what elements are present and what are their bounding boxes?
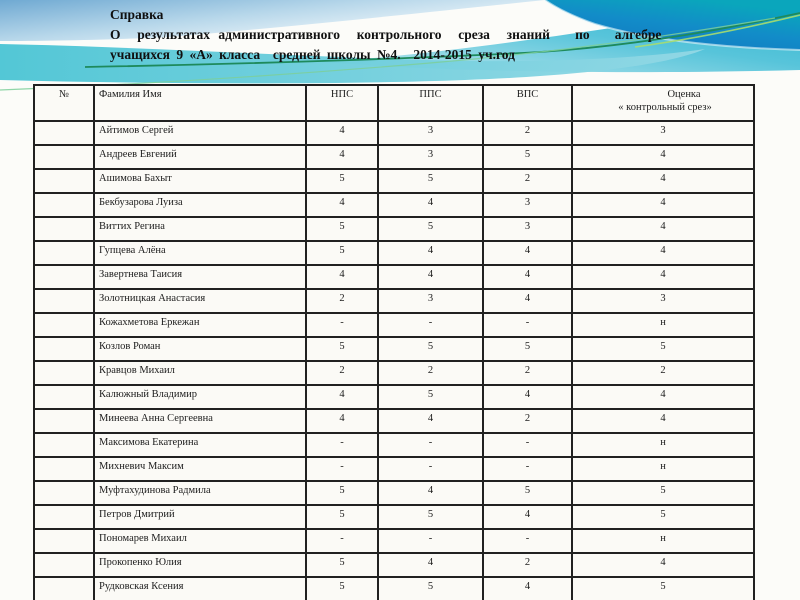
- row-number-cell: [34, 145, 94, 169]
- nps-cell: 4: [306, 121, 378, 145]
- table-row: [34, 529, 754, 553]
- vps-cell: 3: [483, 193, 572, 217]
- vps-cell: 2: [483, 361, 572, 385]
- vps-cell: 2: [483, 121, 572, 145]
- grade-cell: 5: [572, 337, 754, 361]
- student-name-cell: Максимова Екатерина: [94, 433, 306, 457]
- student-name-cell: Минеева Анна Сергеевна: [94, 409, 306, 433]
- student-name-cell: Калюжный Владимир: [94, 385, 306, 409]
- nps-cell: -: [306, 313, 378, 337]
- student-name-cell: Андреев Евгений: [94, 145, 306, 169]
- row-number-cell: [34, 313, 94, 337]
- nps-cell: -: [306, 433, 378, 457]
- table-row: [34, 337, 754, 361]
- grade-cell: 4: [572, 409, 754, 433]
- grades-table: [33, 84, 755, 600]
- pps-cell: 3: [378, 289, 483, 313]
- col-header-vps: ВПС: [483, 85, 572, 121]
- row-number-cell: [34, 433, 94, 457]
- table-row: [34, 121, 754, 145]
- vps-cell: 4: [483, 577, 572, 600]
- row-number-cell: [34, 121, 94, 145]
- pps-cell: 5: [378, 217, 483, 241]
- grade-cell: 4: [572, 217, 754, 241]
- student-name-cell: Ашимова Бахыт: [94, 169, 306, 193]
- student-name-cell: Муфтахудинова Радмила: [94, 481, 306, 505]
- table-row: [34, 433, 754, 457]
- nps-cell: 4: [306, 145, 378, 169]
- vps-cell: -: [483, 433, 572, 457]
- grade-cell: 4: [572, 169, 754, 193]
- grade-cell: 5: [572, 577, 754, 600]
- student-name-cell: Золотницкая Анастасия: [94, 289, 306, 313]
- nps-cell: -: [306, 457, 378, 481]
- grade-cell: 5: [572, 505, 754, 529]
- pps-cell: 3: [378, 121, 483, 145]
- grade-cell: н: [572, 433, 754, 457]
- table-row: [34, 193, 754, 217]
- table-row: [34, 457, 754, 481]
- pps-cell: 4: [378, 265, 483, 289]
- pps-cell: 5: [378, 505, 483, 529]
- nps-cell: 2: [306, 361, 378, 385]
- student-name-cell: Петров Дмитрий: [94, 505, 306, 529]
- table-row: [34, 169, 754, 193]
- row-number-cell: [34, 529, 94, 553]
- student-name-cell: Кожахметова Еркежан: [94, 313, 306, 337]
- nps-cell: 2: [306, 289, 378, 313]
- student-name-cell: Гупцева Алёна: [94, 241, 306, 265]
- grade-cell: 5: [572, 481, 754, 505]
- row-number-cell: [34, 361, 94, 385]
- vps-cell: 4: [483, 241, 572, 265]
- nps-cell: 5: [306, 241, 378, 265]
- student-name-cell: Михневич Максим: [94, 457, 306, 481]
- grade-header-line2: « контрольный срез»: [618, 102, 712, 113]
- grade-cell: 4: [572, 385, 754, 409]
- table-row: [34, 577, 754, 600]
- pps-cell: 5: [378, 385, 483, 409]
- pps-cell: 4: [378, 241, 483, 265]
- pps-cell: 3: [378, 145, 483, 169]
- grade-cell: 4: [572, 265, 754, 289]
- student-name-cell: Рудковская Ксения: [94, 577, 306, 600]
- table-row: [34, 241, 754, 265]
- pps-cell: 4: [378, 193, 483, 217]
- student-name-cell: Козлов Роман: [94, 337, 306, 361]
- grade-cell: н: [572, 313, 754, 337]
- pps-cell: 5: [378, 169, 483, 193]
- table-body: [34, 121, 754, 600]
- nps-cell: 4: [306, 265, 378, 289]
- pps-cell: 4: [378, 553, 483, 577]
- table-row: [34, 481, 754, 505]
- vps-cell: 5: [483, 145, 572, 169]
- vps-cell: -: [483, 457, 572, 481]
- student-name-cell: Прокопенко Юлия: [94, 553, 306, 577]
- grade-cell: 4: [572, 553, 754, 577]
- row-number-cell: [34, 169, 94, 193]
- table-row: [34, 361, 754, 385]
- grade-cell: 4: [572, 193, 754, 217]
- row-number-cell: [34, 409, 94, 433]
- row-number-cell: [34, 289, 94, 313]
- nps-cell: 5: [306, 337, 378, 361]
- row-number-cell: [34, 193, 94, 217]
- grade-cell: 4: [572, 145, 754, 169]
- vps-cell: 5: [483, 337, 572, 361]
- nps-cell: -: [306, 529, 378, 553]
- table-row: [34, 313, 754, 337]
- table-row: [34, 385, 754, 409]
- nps-cell: 4: [306, 385, 378, 409]
- table-row: [34, 505, 754, 529]
- col-header-pps: ППС: [378, 85, 483, 121]
- nps-cell: 5: [306, 217, 378, 241]
- grade-cell: 3: [572, 289, 754, 313]
- pps-cell: 4: [378, 409, 483, 433]
- pps-cell: 4: [378, 481, 483, 505]
- table-row: [34, 265, 754, 289]
- pps-cell: -: [378, 529, 483, 553]
- col-header-number: №: [34, 85, 94, 121]
- student-name-cell: Виттих Регина: [94, 217, 306, 241]
- col-header-grade: [572, 85, 754, 121]
- pps-cell: 5: [378, 577, 483, 600]
- nps-cell: 4: [306, 409, 378, 433]
- grade-cell: 4: [572, 241, 754, 265]
- vps-cell: -: [483, 313, 572, 337]
- row-number-cell: [34, 505, 94, 529]
- slide-title: [110, 5, 682, 65]
- student-name-cell: Пономарев Михаил: [94, 529, 306, 553]
- pps-cell: -: [378, 457, 483, 481]
- row-number-cell: [34, 265, 94, 289]
- row-number-cell: [34, 577, 94, 600]
- student-name-cell: Завертнева Таисия: [94, 265, 306, 289]
- grade-cell: н: [572, 529, 754, 553]
- nps-cell: 5: [306, 553, 378, 577]
- pps-cell: -: [378, 433, 483, 457]
- grade-cell: 2: [572, 361, 754, 385]
- grade-cell: н: [572, 457, 754, 481]
- table-header-row: [34, 85, 754, 121]
- vps-cell: 2: [483, 169, 572, 193]
- vps-cell: 4: [483, 265, 572, 289]
- vps-cell: 4: [483, 289, 572, 313]
- row-number-cell: [34, 457, 94, 481]
- nps-cell: 5: [306, 577, 378, 600]
- row-number-cell: [34, 217, 94, 241]
- vps-cell: 4: [483, 505, 572, 529]
- nps-cell: 5: [306, 481, 378, 505]
- nps-cell: 4: [306, 193, 378, 217]
- pps-cell: 2: [378, 361, 483, 385]
- title-line-2: О результатах административного контрольного среза знаний по алгебре: [110, 27, 662, 42]
- grade-cell: 3: [572, 121, 754, 145]
- table-row: [34, 289, 754, 313]
- vps-cell: 4: [483, 385, 572, 409]
- pps-cell: 5: [378, 337, 483, 361]
- row-number-cell: [34, 337, 94, 361]
- vps-cell: 5: [483, 481, 572, 505]
- row-number-cell: [34, 241, 94, 265]
- pps-cell: -: [378, 313, 483, 337]
- col-header-name: Фамилия Имя: [94, 85, 306, 121]
- table-row: [34, 409, 754, 433]
- row-number-cell: [34, 553, 94, 577]
- table-row: [34, 553, 754, 577]
- student-name-cell: Айтимов Сергей: [94, 121, 306, 145]
- nps-cell: 5: [306, 505, 378, 529]
- vps-cell: 2: [483, 553, 572, 577]
- student-name-cell: Кравцов Михаил: [94, 361, 306, 385]
- title-line-1: Справка: [110, 7, 164, 22]
- row-number-cell: [34, 385, 94, 409]
- nps-cell: 5: [306, 169, 378, 193]
- vps-cell: 2: [483, 409, 572, 433]
- vps-cell: 3: [483, 217, 572, 241]
- title-line-3: учащихся 9 «А» класса средней школы №4. 2014-2015 уч.год: [110, 47, 515, 62]
- vps-cell: -: [483, 529, 572, 553]
- col-header-nps: НПС: [306, 85, 378, 121]
- table-row: [34, 145, 754, 169]
- student-name-cell: Бекбузарова Луиза: [94, 193, 306, 217]
- grade-header-line1: Оценка: [667, 89, 701, 100]
- table-row: [34, 217, 754, 241]
- row-number-cell: [34, 481, 94, 505]
